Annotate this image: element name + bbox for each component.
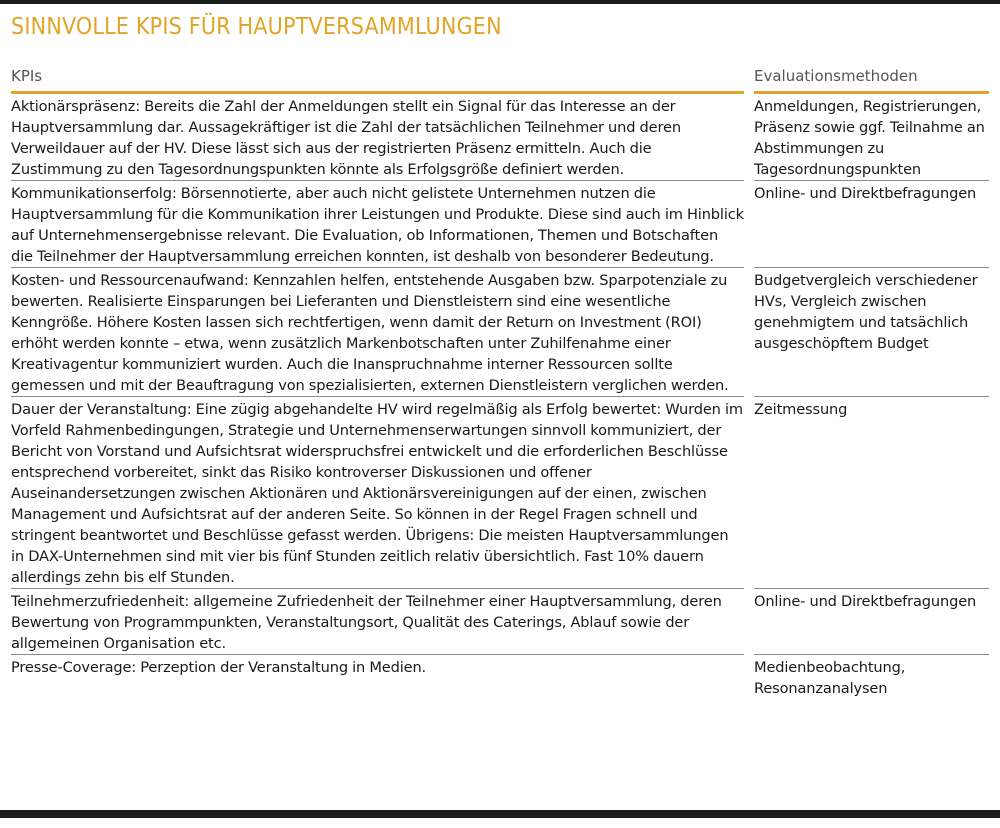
column-gap <box>744 655 754 700</box>
evaluation-cell <box>754 268 989 397</box>
kpi-text: Aktionärspräsenz: Bereits die Zahl der Anmeldungen stellt ein Signal für das Interesse an der Hauptversammlung dar. Aussagekräftiger ist die Zahl der tatsächlichen Teilnehmer und deren Verweildauer auf der HV. Diese lässt sich aus der registrierten Präsenz ermitteln. Auch die Zustimmung zu den Tagesordnungspunkten könnte als Erfolgsgröße definiert werden. <box>11 98 681 178</box>
column-header-evaluation: Evaluationsmethoden <box>754 66 989 93</box>
kpi-text: Kommunikationserfolg: Börsennotierte, aber auch nicht gelistete Unternehmen nutzen die Hauptversammlung für die Kommunikation ihrer Leistungen und Produkte. Diese sind auch im Hinblick auf Unternehmensergebnisse relevant. Die Evaluation, ob Informationen, Themen und Botschaften die Teilnehmer der Hauptversammlung erreichen konnten, ist deshalb von besonderer Bedeutung. <box>11 185 744 265</box>
evaluation-text: Anmeldungen, Registrierungen, Präsenz sowie ggf. Teilnahme an Abstimmungen zu Tagesordnungspunkten <box>754 98 985 178</box>
evaluation-text: Online- und Direktbefragungen <box>754 185 977 202</box>
kpi-cell <box>11 93 744 181</box>
column-gap <box>744 589 754 655</box>
column-header-kpis: KPIs <box>11 66 744 93</box>
kpi-cell <box>11 589 744 655</box>
table-row <box>11 93 989 181</box>
page-title: SINNVOLLE KPIS FÜR HAUPTVERSAMMLUNGEN <box>11 14 502 40</box>
table-row <box>11 655 989 700</box>
kpi-text: Kosten- und Ressourcenaufwand: Kennzahlen helfen, entstehende Ausgaben bzw. Sparpotenziale zu bewerten. Realisierte Einsparungen bei Lieferanten und Dienstleistern sind eine wesentliche Kenngröße. Höhere Kosten lassen sich rechtfertigen, wenn damit der Return on Investment (ROI) erhöht werden konnte – etwa, wenn zusätzlich Markenbotschaften unter Zuhilfenahme einer Kreativagentur kommuniziert wurden. Auch die Inanspruchnahme interner Ressourcen sollte gemessen und mit der Beauftragung von spezialisierten, externen Dienstleistern verglichen werden. <box>11 272 729 394</box>
kpi-table <box>11 66 989 699</box>
table-header-row <box>11 66 989 93</box>
kpi-text: Dauer der Veranstaltung: Eine zügig abgehandelte HV wird regelmäßig als Erfolg bewertet: Wurden im Vorfeld Rahmenbedingungen, Strategie und Unternehmenserwartungen sinnvoll kommuniziert, der Bericht von Vorstand und Aufsichtsrat widerspruchsfrei entwickelt und die erforderlichen Beschlüsse entsprechend vorbereitet, sinkt das Risiko kontroverser Diskussionen und offener Auseinandersetzungen zwischen Aktionären und Aktionärsvereinigungen auf der einen, zwischen Management und Aufsichtsrat auf der anderen Seite. So können in der Regel Fragen schnell und stringent beantwortet und Beschlüsse gefasst werden. Übrigens: Die meisten Hauptversammlungen in DAX-Unternehmen sind mit vier bis fünf Stunden zeitlich relativ übersichtlich. Fast 10% dauern allerdings zehn bis elf Stunden. <box>11 401 743 586</box>
evaluation-cell <box>754 93 989 181</box>
kpi-cell <box>11 268 744 397</box>
evaluation-cell <box>754 181 989 268</box>
column-gap <box>744 268 754 397</box>
evaluation-text: Online- und Direktbefragungen <box>754 593 977 610</box>
evaluation-text: Budgetvergleich verschiedener HVs, Vergleich zwischen genehmigtem und tatsächlich ausgeschöpftem Budget <box>754 272 978 352</box>
table-row <box>11 181 989 268</box>
evaluation-text: Zeitmessung <box>754 401 848 418</box>
column-gap <box>744 181 754 268</box>
evaluation-text: Medienbeobachtung, Resonanzanalysen <box>754 659 906 697</box>
column-gap <box>744 397 754 589</box>
table-row <box>11 397 989 589</box>
table-row <box>11 268 989 397</box>
column-gap <box>744 93 754 181</box>
kpi-cell <box>11 397 744 589</box>
kpi-cell <box>11 181 744 268</box>
evaluation-cell <box>754 655 989 700</box>
kpi-text: Presse-Coverage: Perzeption der Veranstaltung in Medien. <box>11 659 427 676</box>
column-gap <box>744 66 754 93</box>
evaluation-cell <box>754 397 989 589</box>
evaluation-cell <box>754 589 989 655</box>
table-row <box>11 589 989 655</box>
top-rule <box>0 0 1000 4</box>
bottom-rule <box>0 810 1000 818</box>
kpi-cell <box>11 655 744 700</box>
kpi-text: Teilnehmerzufriedenheit: allgemeine Zufriedenheit der Teilnehmer einer Hauptversammlung, deren Bewertung von Programmpunkten, Veranstaltungsort, Qualität des Caterings, Ablauf sowie der allgemeinen Organisation etc. <box>11 593 722 652</box>
